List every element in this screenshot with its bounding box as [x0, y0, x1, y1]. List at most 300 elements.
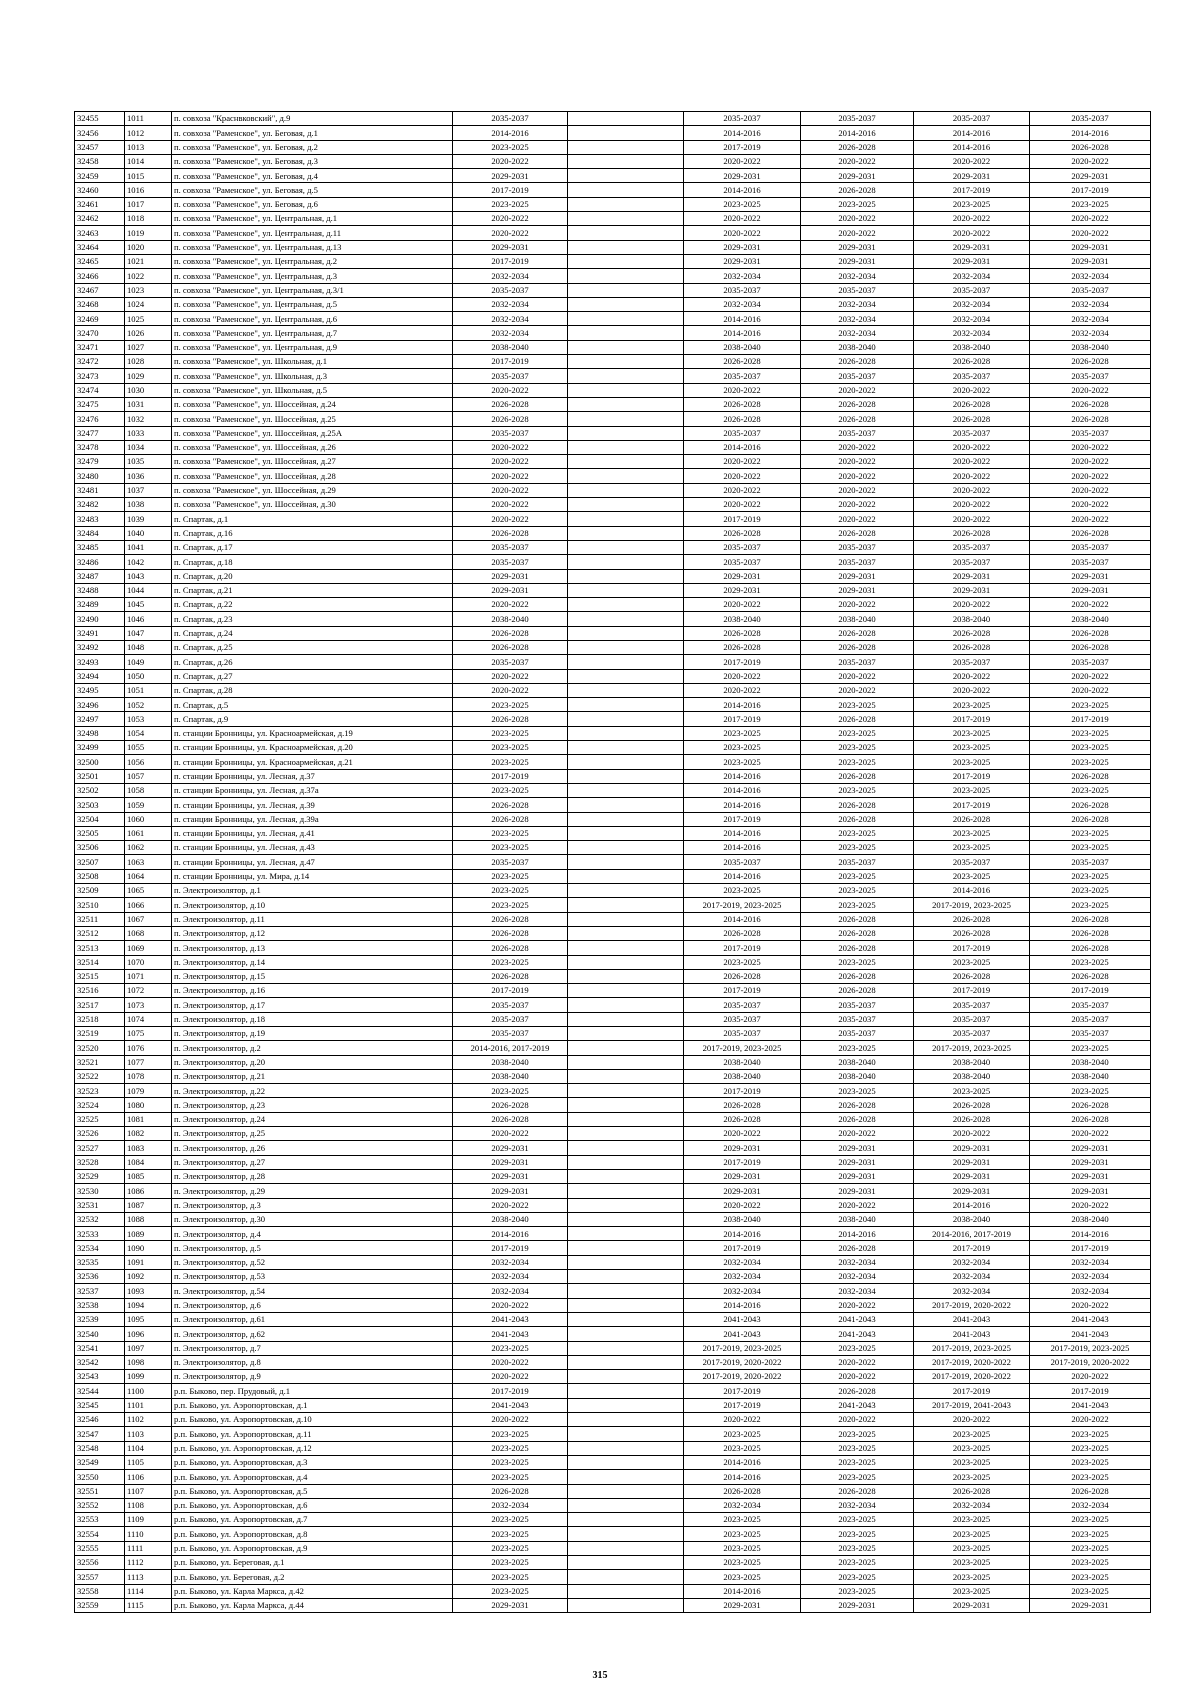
period-cell-4: 2023-2025 [914, 1470, 1030, 1484]
address-cell: п. Спартак, д.20 [172, 569, 453, 583]
period-cell-4: 2014-2016 [914, 884, 1030, 898]
blank-cell [568, 1598, 684, 1612]
period-cell-1: 2041-2043 [453, 1327, 568, 1341]
item-number-cell: 1021 [125, 254, 172, 268]
period-cell-1: 2014-2016, 2017-2019 [453, 1041, 568, 1055]
period-cell-1: 2035-2037 [453, 283, 568, 297]
table-row [75, 869, 1151, 883]
blank-cell [568, 297, 684, 311]
address-cell: п. Электроизолятор, д.25 [172, 1127, 453, 1141]
period-cell-4: 2029-2031 [914, 1155, 1030, 1169]
period-cell-1: 2026-2028 [453, 912, 568, 926]
table-row [75, 1427, 1151, 1441]
table-row [75, 1169, 1151, 1183]
period-cell-4: 2017-2019, 2023-2025 [914, 898, 1030, 912]
blank-cell [568, 826, 684, 840]
period-cell-2: 2020-2022 [684, 455, 801, 469]
period-cell-1: 2023-2025 [453, 783, 568, 797]
address-cell: п. Спартак, д.22 [172, 598, 453, 612]
row-number-cell: 32553 [75, 1513, 125, 1527]
period-cell-5: 2038-2040 [1030, 340, 1151, 354]
period-cell-1: 2038-2040 [453, 340, 568, 354]
item-number-cell: 1024 [125, 297, 172, 311]
address-cell: п. совхоза "Раменское", ул. Центральная, д.3/1 [172, 283, 453, 297]
row-number-cell: 32490 [75, 612, 125, 626]
address-cell: п. совхоза "Раменское", ул. Центральная, д.7 [172, 326, 453, 340]
item-number-cell: 1081 [125, 1112, 172, 1126]
table-row [75, 455, 1151, 469]
blank-cell [568, 1384, 684, 1398]
item-number-cell: 1074 [125, 1012, 172, 1026]
period-cell-2: 2017-2019 [684, 1241, 801, 1255]
period-cell-4: 2029-2031 [914, 169, 1030, 183]
item-number-cell: 1098 [125, 1355, 172, 1369]
row-number-cell: 32497 [75, 712, 125, 726]
blank-cell [568, 1241, 684, 1255]
period-cell-3: 2026-2028 [801, 183, 914, 197]
table-row [75, 598, 1151, 612]
table-row [75, 254, 1151, 268]
table-row [75, 540, 1151, 554]
address-cell: п. Спартак, д.18 [172, 555, 453, 569]
table-row [75, 1498, 1151, 1512]
blank-cell [568, 383, 684, 397]
period-cell-4: 2029-2031 [914, 1169, 1030, 1183]
period-cell-3: 2023-2025 [801, 884, 914, 898]
row-number-cell: 32470 [75, 326, 125, 340]
blank-cell [568, 455, 684, 469]
period-cell-4: 2020-2022 [914, 469, 1030, 483]
period-cell-4: 2020-2022 [914, 498, 1030, 512]
address-cell: р.п. Быково, ул. Аэропортовская, д.10 [172, 1413, 453, 1427]
period-cell-5: 2029-2031 [1030, 1141, 1151, 1155]
period-cell-4: 2023-2025 [914, 1084, 1030, 1098]
period-cell-4: 2032-2034 [914, 1498, 1030, 1512]
period-cell-3: 2020-2022 [801, 469, 914, 483]
period-cell-3: 2014-2016 [801, 1227, 914, 1241]
period-cell-3: 2035-2037 [801, 1012, 914, 1026]
row-number-cell: 32455 [75, 112, 125, 126]
table-row [75, 1241, 1151, 1255]
period-cell-4: 2023-2025 [914, 1527, 1030, 1541]
period-cell-1: 2041-2043 [453, 1312, 568, 1326]
period-cell-5: 2023-2025 [1030, 741, 1151, 755]
address-cell: п. Электроизолятор, д.52 [172, 1255, 453, 1269]
item-number-cell: 1105 [125, 1455, 172, 1469]
item-number-cell: 1042 [125, 555, 172, 569]
blank-cell [568, 469, 684, 483]
period-cell-4: 2038-2040 [914, 612, 1030, 626]
blank-cell [568, 755, 684, 769]
blank-cell [568, 1427, 684, 1441]
item-number-cell: 1069 [125, 941, 172, 955]
row-number-cell: 32509 [75, 884, 125, 898]
item-number-cell: 1092 [125, 1270, 172, 1284]
period-cell-1: 2020-2022 [453, 1355, 568, 1369]
blank-cell [568, 1441, 684, 1455]
row-number-cell: 32554 [75, 1527, 125, 1541]
address-cell: п. Электроизолятор, д.12 [172, 926, 453, 940]
item-number-cell: 1045 [125, 598, 172, 612]
table-row [75, 212, 1151, 226]
period-cell-3: 2035-2037 [801, 555, 914, 569]
period-cell-4: 2026-2028 [914, 969, 1030, 983]
row-number-cell: 32475 [75, 397, 125, 411]
item-number-cell: 1012 [125, 126, 172, 140]
period-cell-5: 2020-2022 [1030, 512, 1151, 526]
period-cell-4: 2035-2037 [914, 369, 1030, 383]
table-row [75, 783, 1151, 797]
period-cell-4: 2020-2022 [914, 455, 1030, 469]
period-cell-3: 2023-2025 [801, 698, 914, 712]
address-cell: р.п. Быково, ул. Карла Маркса, д.42 [172, 1584, 453, 1598]
address-cell: п. станции Бронницы, ул. Красноармейская, д.20 [172, 741, 453, 755]
period-cell-5: 2023-2025 [1030, 1427, 1151, 1441]
period-cell-2: 2017-2019, 2020-2022 [684, 1355, 801, 1369]
table-row [75, 498, 1151, 512]
period-cell-3: 2026-2028 [801, 626, 914, 640]
period-cell-5: 2026-2028 [1030, 626, 1151, 640]
address-cell: п. станции Бронницы, ул. Лесная, д.37а [172, 783, 453, 797]
blank-cell [568, 1012, 684, 1026]
item-number-cell: 1088 [125, 1212, 172, 1226]
period-cell-5: 2023-2025 [1030, 898, 1151, 912]
period-cell-5: 2026-2028 [1030, 798, 1151, 812]
item-number-cell: 1028 [125, 355, 172, 369]
address-cell: п. Электроизолятор, д.15 [172, 969, 453, 983]
row-number-cell: 32529 [75, 1169, 125, 1183]
address-cell: р.п. Быково, ул. Аэропортовская, д.9 [172, 1541, 453, 1555]
period-cell-4: 2032-2034 [914, 1284, 1030, 1298]
row-number-cell: 32488 [75, 583, 125, 597]
period-cell-1: 2032-2034 [453, 312, 568, 326]
address-cell: п. совхоза "Раменское", ул. Беговая, д.5 [172, 183, 453, 197]
blank-cell [568, 726, 684, 740]
item-number-cell: 1114 [125, 1584, 172, 1598]
blank-cell [568, 583, 684, 597]
period-cell-3: 2023-2025 [801, 869, 914, 883]
period-cell-5: 2020-2022 [1030, 455, 1151, 469]
address-cell: п. совхоза "Раменское", ул. Центральная, д.2 [172, 254, 453, 268]
period-cell-2: 2038-2040 [684, 340, 801, 354]
blank-cell [568, 154, 684, 168]
period-cell-5: 2038-2040 [1030, 612, 1151, 626]
blank-cell [568, 426, 684, 440]
period-cell-5: 2026-2028 [1030, 1098, 1151, 1112]
table-row [75, 1598, 1151, 1612]
item-number-cell: 1035 [125, 455, 172, 469]
period-cell-1: 2023-2025 [453, 1584, 568, 1598]
period-cell-2: 2017-2019, 2023-2025 [684, 898, 801, 912]
period-cell-1: 2029-2031 [453, 1155, 568, 1169]
period-cell-2: 2032-2034 [684, 1498, 801, 1512]
item-number-cell: 1036 [125, 469, 172, 483]
period-cell-2: 2014-2016 [684, 783, 801, 797]
table-row [75, 1198, 1151, 1212]
item-number-cell: 1059 [125, 798, 172, 812]
address-cell: п. совхоза "Раменское", ул. Центральная, д.9 [172, 340, 453, 354]
period-cell-5: 2035-2037 [1030, 283, 1151, 297]
period-cell-5: 2023-2025 [1030, 869, 1151, 883]
address-cell: п. Электроизолятор, д.17 [172, 998, 453, 1012]
period-cell-3: 2032-2034 [801, 297, 914, 311]
blank-cell [568, 1255, 684, 1269]
item-number-cell: 1064 [125, 869, 172, 883]
period-cell-2: 2023-2025 [684, 1555, 801, 1569]
period-cell-2: 2029-2031 [684, 1184, 801, 1198]
period-cell-1: 2023-2025 [453, 898, 568, 912]
table-row [75, 1584, 1151, 1598]
blank-cell [568, 1155, 684, 1169]
blank-cell [568, 1370, 684, 1384]
period-cell-4: 2017-2019 [914, 798, 1030, 812]
blank-cell [568, 512, 684, 526]
period-cell-4: 2035-2037 [914, 855, 1030, 869]
period-cell-2: 2029-2031 [684, 1141, 801, 1155]
period-cell-3: 2029-2031 [801, 254, 914, 268]
period-cell-4: 2032-2034 [914, 312, 1030, 326]
period-cell-2: 2035-2037 [684, 369, 801, 383]
row-number-cell: 32534 [75, 1241, 125, 1255]
period-cell-2: 2026-2028 [684, 355, 801, 369]
period-cell-2: 2020-2022 [684, 598, 801, 612]
blank-cell [568, 769, 684, 783]
table-row [75, 1155, 1151, 1169]
period-cell-5: 2035-2037 [1030, 540, 1151, 554]
period-cell-1: 2017-2019 [453, 769, 568, 783]
table-row [75, 898, 1151, 912]
address-cell: п. совхоза "Раменское", ул. Шоссейная, д.27 [172, 455, 453, 469]
table-row [75, 841, 1151, 855]
row-number-cell: 32559 [75, 1598, 125, 1612]
period-cell-3: 2026-2028 [801, 1241, 914, 1255]
period-cell-4: 2023-2025 [914, 197, 1030, 211]
period-cell-5: 2017-2019 [1030, 712, 1151, 726]
period-cell-3: 2026-2028 [801, 140, 914, 154]
period-cell-4: 2017-2019, 2020-2022 [914, 1298, 1030, 1312]
row-number-cell: 32540 [75, 1327, 125, 1341]
address-cell: п. совхоза "Раменское", ул. Школьная, д.3 [172, 369, 453, 383]
period-cell-4: 2020-2022 [914, 512, 1030, 526]
address-cell: п. Электроизолятор, д.5 [172, 1241, 453, 1255]
period-cell-1: 2032-2034 [453, 1498, 568, 1512]
address-cell: р.п. Быково, ул. Аэропортовская, д.5 [172, 1484, 453, 1498]
period-cell-4: 2020-2022 [914, 1127, 1030, 1141]
address-cell: п. станции Бронницы, ул. Мира, д.14 [172, 869, 453, 883]
blank-cell [568, 212, 684, 226]
row-number-cell: 32486 [75, 555, 125, 569]
period-cell-2: 2023-2025 [684, 1441, 801, 1455]
period-cell-1: 2023-2025 [453, 1341, 568, 1355]
row-number-cell: 32483 [75, 512, 125, 526]
address-cell: п. Спартак, д.9 [172, 712, 453, 726]
table-row [75, 126, 1151, 140]
blank-cell [568, 1484, 684, 1498]
period-cell-5: 2029-2031 [1030, 569, 1151, 583]
period-cell-2: 2026-2028 [684, 969, 801, 983]
address-cell: п. Электроизолятор, д.27 [172, 1155, 453, 1169]
blank-cell [568, 1555, 684, 1569]
address-cell: п. совхоза "Раменское", ул. Шоссейная, д.29 [172, 483, 453, 497]
period-cell-5: 2035-2037 [1030, 369, 1151, 383]
period-cell-1: 2020-2022 [453, 512, 568, 526]
blank-cell [568, 412, 684, 426]
row-number-cell: 32519 [75, 1027, 125, 1041]
period-cell-4: 2017-2019 [914, 712, 1030, 726]
item-number-cell: 1050 [125, 669, 172, 683]
period-cell-1: 2023-2025 [453, 1084, 568, 1098]
period-cell-2: 2023-2025 [684, 955, 801, 969]
period-cell-4: 2035-2037 [914, 555, 1030, 569]
address-cell: п. совхоза "Раменское", ул. Центральная, д.5 [172, 297, 453, 311]
blank-cell [568, 355, 684, 369]
address-cell: п. Электроизолятор, д.11 [172, 912, 453, 926]
table-row [75, 612, 1151, 626]
item-number-cell: 1084 [125, 1155, 172, 1169]
blank-cell [568, 898, 684, 912]
table-row [75, 1227, 1151, 1241]
blank-cell [568, 841, 684, 855]
period-cell-3: 2020-2022 [801, 154, 914, 168]
period-cell-3: 2023-2025 [801, 1584, 914, 1598]
period-cell-5: 2041-2043 [1030, 1398, 1151, 1412]
period-cell-5: 2026-2028 [1030, 812, 1151, 826]
period-cell-1: 2026-2028 [453, 969, 568, 983]
period-cell-1: 2023-2025 [453, 1455, 568, 1469]
period-cell-1: 2038-2040 [453, 1069, 568, 1083]
row-number-cell: 32527 [75, 1141, 125, 1155]
table-body [75, 112, 1151, 1613]
period-cell-2: 2020-2022 [684, 154, 801, 168]
row-number-cell: 32464 [75, 240, 125, 254]
blank-cell [568, 1184, 684, 1198]
row-number-cell: 32481 [75, 483, 125, 497]
item-number-cell: 1060 [125, 812, 172, 826]
period-cell-5: 2032-2034 [1030, 269, 1151, 283]
period-cell-5: 2023-2025 [1030, 783, 1151, 797]
item-number-cell: 1089 [125, 1227, 172, 1241]
period-cell-2: 2014-2016 [684, 126, 801, 140]
period-cell-5: 2035-2037 [1030, 1027, 1151, 1041]
period-cell-4: 2038-2040 [914, 1069, 1030, 1083]
row-number-cell: 32491 [75, 626, 125, 640]
blank-cell [568, 1198, 684, 1212]
period-cell-1: 2023-2025 [453, 1570, 568, 1584]
address-cell: р.п. Быково, ул. Аэропортовская, д.1 [172, 1398, 453, 1412]
period-cell-3: 2023-2025 [801, 955, 914, 969]
period-cell-3: 2035-2037 [801, 998, 914, 1012]
blank-cell [568, 1212, 684, 1226]
period-cell-5: 2020-2022 [1030, 669, 1151, 683]
item-number-cell: 1104 [125, 1441, 172, 1455]
period-cell-2: 2026-2028 [684, 626, 801, 640]
period-cell-4: 2026-2028 [914, 640, 1030, 654]
period-cell-4: 2026-2028 [914, 912, 1030, 926]
period-cell-1: 2017-2019 [453, 1241, 568, 1255]
table-row [75, 183, 1151, 197]
item-number-cell: 1030 [125, 383, 172, 397]
period-cell-1: 2035-2037 [453, 855, 568, 869]
period-cell-4: 2023-2025 [914, 755, 1030, 769]
table-row [75, 1141, 1151, 1155]
address-cell: п. совхоза "Раменское", ул. Шоссейная, д.24 [172, 397, 453, 411]
blank-cell [568, 869, 684, 883]
period-cell-5: 2026-2028 [1030, 355, 1151, 369]
period-cell-2: 2032-2034 [684, 1270, 801, 1284]
period-cell-1: 2023-2025 [453, 955, 568, 969]
page-number: 315 [592, 1670, 608, 1681]
item-number-cell: 1029 [125, 369, 172, 383]
address-cell: п. Электроизолятор, д.62 [172, 1327, 453, 1341]
blank-cell [568, 112, 684, 126]
period-cell-5: 2023-2025 [1030, 1470, 1151, 1484]
row-number-cell: 32558 [75, 1584, 125, 1598]
period-cell-4: 2035-2037 [914, 1027, 1030, 1041]
table-row [75, 969, 1151, 983]
period-cell-5: 2023-2025 [1030, 1570, 1151, 1584]
table-row [75, 1327, 1151, 1341]
period-cell-2: 2017-2019 [684, 1084, 801, 1098]
period-cell-3: 2023-2025 [801, 741, 914, 755]
period-cell-5: 2026-2028 [1030, 969, 1151, 983]
item-number-cell: 1016 [125, 183, 172, 197]
period-cell-4: 2020-2022 [914, 598, 1030, 612]
blank-cell [568, 326, 684, 340]
blank-cell [568, 1041, 684, 1055]
period-cell-4: 2014-2016 [914, 140, 1030, 154]
table-row [75, 297, 1151, 311]
period-cell-1: 2026-2028 [453, 812, 568, 826]
period-cell-4: 2020-2022 [914, 1413, 1030, 1427]
item-number-cell: 1054 [125, 726, 172, 740]
address-cell: р.п. Быково, ул. Аэропортовская, д.11 [172, 1427, 453, 1441]
item-number-cell: 1013 [125, 140, 172, 154]
period-cell-1: 2026-2028 [453, 412, 568, 426]
row-number-cell: 32459 [75, 169, 125, 183]
row-number-cell: 32500 [75, 755, 125, 769]
period-cell-5: 2029-2031 [1030, 254, 1151, 268]
blank-cell [568, 1141, 684, 1155]
row-number-cell: 32463 [75, 226, 125, 240]
period-cell-3: 2023-2025 [801, 841, 914, 855]
period-cell-3: 2020-2022 [801, 512, 914, 526]
address-cell: п. станции Бронницы, ул. Лесная, д.47 [172, 855, 453, 869]
row-number-cell: 32482 [75, 498, 125, 512]
period-cell-5: 2023-2025 [1030, 1555, 1151, 1569]
blank-cell [568, 440, 684, 454]
period-cell-2: 2029-2031 [684, 1169, 801, 1183]
row-number-cell: 32494 [75, 669, 125, 683]
address-cell: п. Электроизолятор, д.18 [172, 1012, 453, 1026]
item-number-cell: 1109 [125, 1513, 172, 1527]
period-cell-3: 2023-2025 [801, 1455, 914, 1469]
blank-cell [568, 1112, 684, 1126]
register-table [74, 111, 1151, 1613]
period-cell-3: 2038-2040 [801, 1212, 914, 1226]
period-cell-4: 2029-2031 [914, 254, 1030, 268]
period-cell-3: 2020-2022 [801, 383, 914, 397]
row-number-cell: 32510 [75, 898, 125, 912]
period-cell-2: 2035-2037 [684, 112, 801, 126]
item-number-cell: 1101 [125, 1398, 172, 1412]
item-number-cell: 1056 [125, 755, 172, 769]
blank-cell [568, 1284, 684, 1298]
address-cell: п. Электроизолятор, д.14 [172, 955, 453, 969]
item-number-cell: 1115 [125, 1598, 172, 1612]
table-row [75, 1312, 1151, 1326]
period-cell-1: 2026-2028 [453, 798, 568, 812]
period-cell-3: 2023-2025 [801, 1427, 914, 1441]
